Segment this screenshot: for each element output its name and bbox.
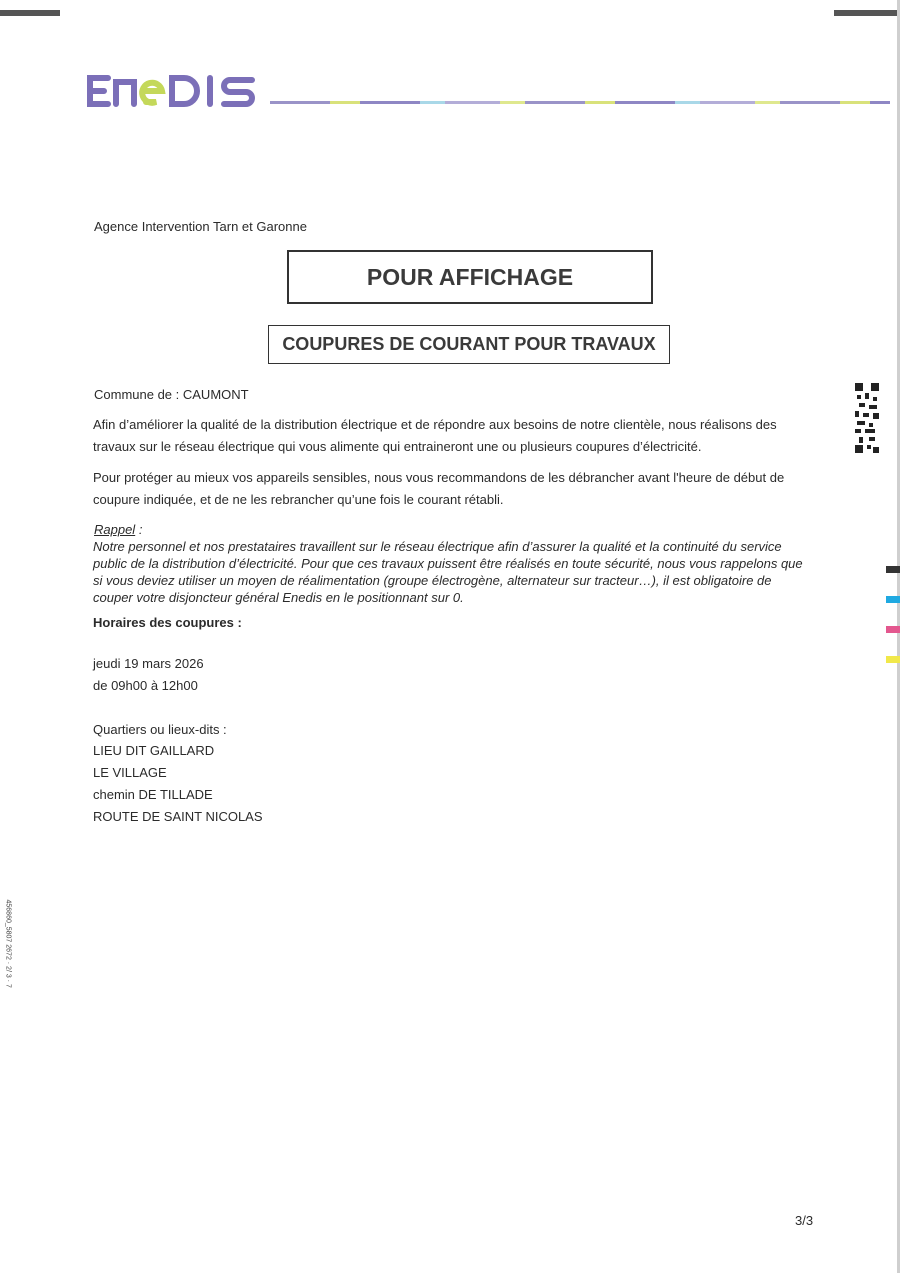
print-mark-yellow [886, 656, 900, 663]
side-document-code [0, 899, 12, 1046]
list-item: LE VILLAGE [93, 765, 167, 780]
pour-affichage-banner: POUR AFFICHAGE [287, 250, 653, 304]
list-item: chemin DE TILLADE [93, 787, 213, 802]
intro-paragraph: Afin d’améliorer la qualité de la distribution électrique et de répondre aux besoins de notre clientèle, nous réalisons des travaux sur le réseau électrique qui vous alimente qui entraineront une ou plusieurs coupures d’électricité. [93, 417, 777, 454]
outage-date: jeudi 19 mars 2026 [93, 656, 204, 671]
print-mark-cyan [886, 596, 900, 603]
enedis-logo-icon [86, 70, 258, 110]
agency-name: Agence Intervention Tarn et Garonne [94, 219, 307, 234]
places-list [93, 743, 263, 831]
protection-paragraph: Pour protéger au mieux vos appareils sensibles, nous vous recommandons de les débrancher avant l'heure de début de coupure indiquée, et de ne les rebrancher qu’une fois le courant rétabli. [93, 470, 785, 507]
list-item: ROUTE DE SAINT NICOLAS [93, 809, 263, 824]
brand-dashed-line [270, 101, 890, 104]
commune-line: Commune de : CAUMONT [94, 387, 249, 402]
coupures-subtitle-box: COUPURES DE COURANT POUR TRAVAUX [268, 325, 670, 364]
outage-time: de 09h00 à 12h00 [93, 678, 198, 693]
list-item: LIEU DIT GAILLARD [93, 743, 215, 758]
print-mark-black [886, 566, 900, 573]
scan-artifact-bar [0, 10, 60, 16]
page-number: 3/3 [795, 1213, 814, 1228]
enedis-logo [86, 70, 258, 110]
quartiers-heading: Quartiers ou lieux-dits : [93, 722, 227, 737]
horaires-heading: Horaires des coupures : [93, 615, 242, 630]
rappel-label: Rappel [94, 522, 136, 537]
print-mark-magenta [886, 626, 900, 633]
rappel-text: Notre personnel et nos prestataires travaillent sur le réseau électrique afin d’assurer la qualité et la continuité du service public de la distribution d’électricité. Pour que ces travaux puissent être réalisés en toute sécurité, nous vous rappelons que si vous deviez utiliser un moyen de réalimentation (groupe électrogène, alternateur sur tracteur…), il est obligatoire de couper votre disjoncteur général Enedis en le positionnant sur 0. [93, 539, 803, 605]
scan-artifact-bar [834, 10, 900, 16]
rappel-separator: : [135, 522, 143, 537]
side-code-text: 456860_5807 2672 · 2/ 3 · 7 [4, 899, 12, 988]
qr-code-icon [855, 383, 879, 453]
rappel-heading [94, 522, 142, 537]
